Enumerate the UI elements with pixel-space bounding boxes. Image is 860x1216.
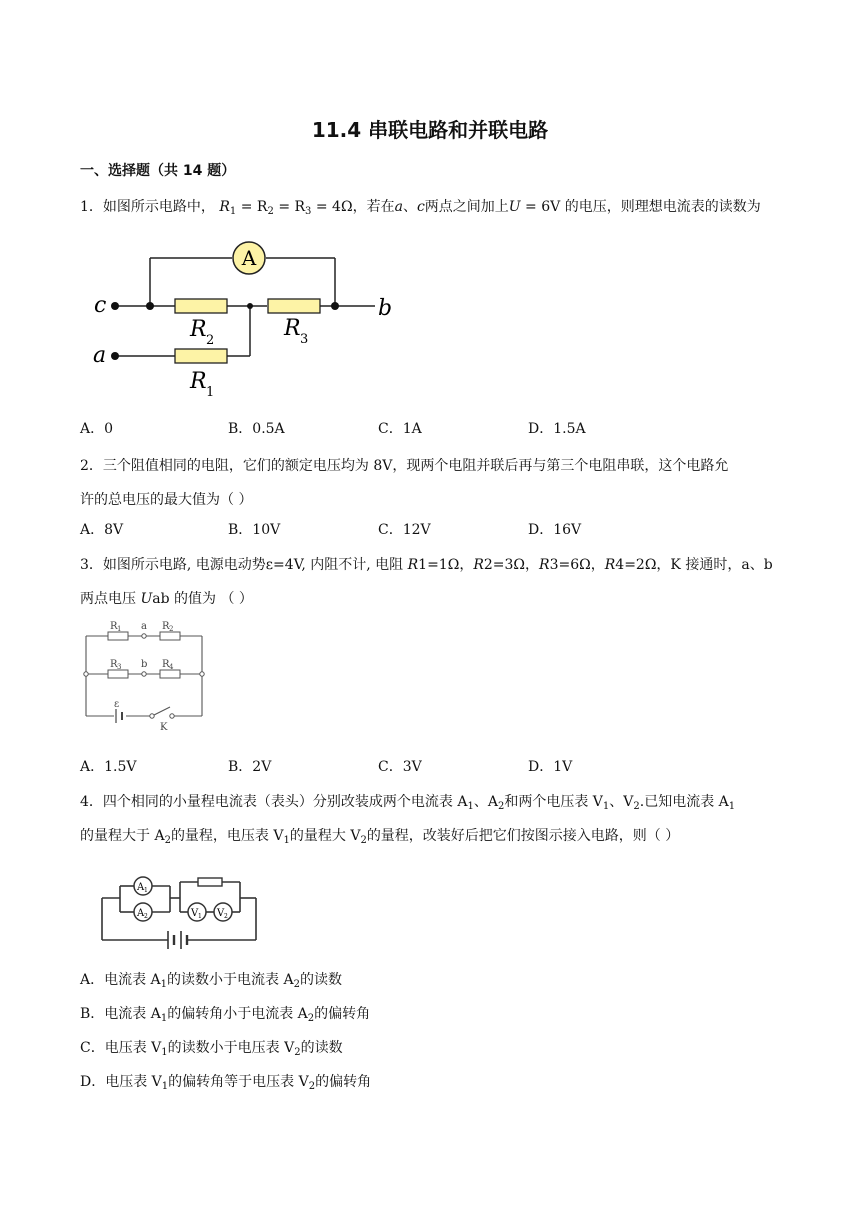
q2-option-a[interactable]: A．8V xyxy=(80,522,124,538)
resistor-r1 xyxy=(108,632,128,640)
question-4-text: 4．四个相同的小量程电流表（表头）分别改装成两个电流表 $A_1$、$A_2$和两个电压表 $V_1$、$V_2$.已知电流表 $A_1$ 的量程大于 $A_2$的量程，电压表 $V_1$的量程大 $V_2$的量程，改装好后把它们按图示接入电路，则（ ） xyxy=(80,794,736,846)
q4-option-c[interactable]: C．电压表 $V_1$的读数小于电压表 $V_2$的读数 xyxy=(80,1040,343,1058)
svg-text:a: a xyxy=(141,621,147,632)
question-3-text: 3．如图所示电路, 电源电动势ε=4V, 内阻不计, 电阻 R1=1Ω，R2=3Ω，R3=6Ω，R4=2Ω，K 接通时，a、b 两点电压 Uab 的值为 （ ） xyxy=(80,557,773,607)
q3-option-d[interactable]: D．1V xyxy=(528,759,573,775)
q4-circuit-figure xyxy=(96,868,264,950)
svg-text:b: b xyxy=(378,296,393,321)
svg-text:1: 1 xyxy=(206,385,215,400)
resistor xyxy=(198,878,222,886)
q3-option-c[interactable]: C．3V xyxy=(378,759,422,775)
q2-option-c[interactable]: C．12V xyxy=(378,522,431,538)
svg-text:2: 2 xyxy=(169,625,174,633)
q1-option-c[interactable]: C．1A xyxy=(378,421,422,437)
q1-option-a[interactable]: A．0 xyxy=(80,421,114,437)
battery-icon xyxy=(168,931,187,949)
svg-text:ε: ε xyxy=(114,699,120,710)
q1-option-d[interactable]: D．1.5A xyxy=(528,421,586,437)
q2-option-b[interactable]: B．10V xyxy=(228,522,281,538)
svg-text:R: R xyxy=(110,621,118,632)
svg-text:b: b xyxy=(141,659,148,670)
svg-text:A: A xyxy=(241,246,257,270)
resistor-r4 xyxy=(160,670,180,678)
resistor-r1 xyxy=(175,349,227,363)
svg-text:R: R xyxy=(162,621,170,632)
section-heading: 一、选择题（共 14 题） xyxy=(80,163,236,179)
svg-text:4: 4 xyxy=(169,663,174,671)
svg-text:c: c xyxy=(94,293,107,318)
q1-option-b[interactable]: B．0.5A xyxy=(228,421,285,437)
svg-text:2: 2 xyxy=(144,913,148,920)
svg-text:R: R xyxy=(190,369,207,394)
svg-text:R: R xyxy=(162,659,170,670)
resistor-r3 xyxy=(268,299,320,313)
svg-text:R: R xyxy=(284,316,301,341)
q1-circuit-figure xyxy=(90,232,400,404)
svg-text:a: a xyxy=(93,343,107,368)
question-2-text: 2．三个阻值相同的电阻，它们的额定电压均为 8V，现两个电阻并联后再与第三个电阻串联，这个电路允 许的总电压的最大值为（ ） xyxy=(80,458,729,508)
q4-option-d[interactable]: D．电压表 $V_1$的偏转角等于电压表 $V_2$的偏转角 xyxy=(80,1074,372,1092)
svg-text:2: 2 xyxy=(206,333,215,348)
q3-option-b[interactable]: B．2V xyxy=(228,759,272,775)
svg-text:1: 1 xyxy=(198,913,202,920)
resistor-r2 xyxy=(160,632,180,640)
svg-text:1: 1 xyxy=(144,887,148,894)
svg-text:A: A xyxy=(137,882,145,893)
page-title: 11.4 串联电路和并联电路 xyxy=(311,118,549,142)
q1-formula: $R_1 = R_2 = R_3 = 4\Omega$ xyxy=(219,199,353,217)
q3-option-a[interactable]: A．1.5V xyxy=(80,759,137,775)
svg-text:2: 2 xyxy=(224,913,228,920)
q4-option-b[interactable]: B．电流表 $A_1$的偏转角小于电流表 $A_2$的偏转角 xyxy=(80,1006,371,1024)
svg-text:V: V xyxy=(217,908,225,919)
resistor-r3 xyxy=(108,670,128,678)
svg-text:K: K xyxy=(160,722,168,733)
svg-text:3: 3 xyxy=(300,332,309,347)
q2-option-d[interactable]: D．16V xyxy=(528,522,582,538)
svg-text:V: V xyxy=(191,908,199,919)
q4-option-a[interactable]: A．电流表 $A_1$的读数小于电流表 $A_2$的读数 xyxy=(80,972,342,990)
q3-circuit-figure xyxy=(80,616,210,734)
svg-text:R: R xyxy=(110,659,118,670)
svg-text:1: 1 xyxy=(117,625,122,633)
svg-text:R: R xyxy=(190,317,207,342)
svg-text:3: 3 xyxy=(117,663,122,671)
svg-text:A: A xyxy=(137,908,145,919)
resistor-r2 xyxy=(175,299,227,313)
question-1-text: 1．如图所示电路中， $R_1 = R_2 = R_3 = 4\Omega$，若在a、c两点之间加上U = 6V 的电压，则理想电流表的读数为 xyxy=(80,199,761,217)
